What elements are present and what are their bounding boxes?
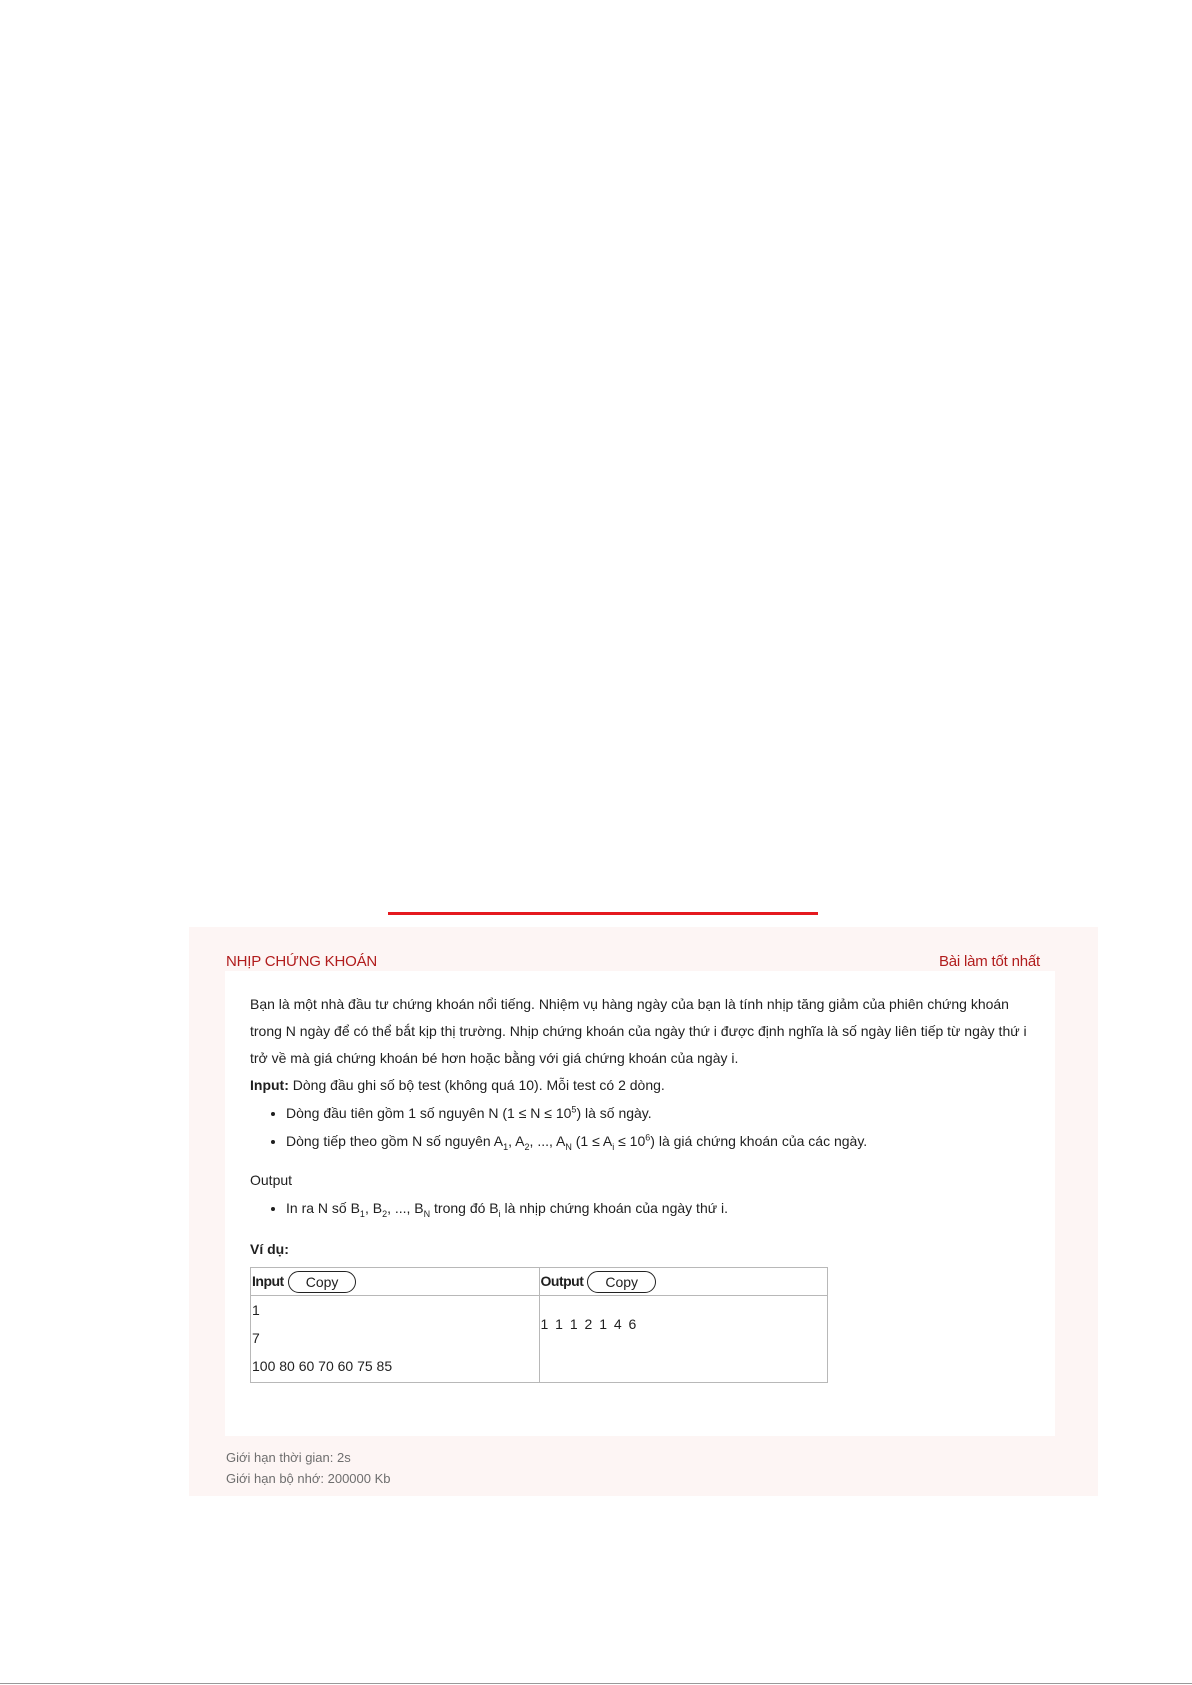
limits	[226, 1447, 391, 1489]
input-text: Dòng đầu ghi số bộ test (không quá 10). Mỗi test có 2 dòng.	[288, 1077, 665, 1093]
example-input-line: 1	[252, 1302, 260, 1318]
superscript: 6	[645, 1132, 651, 1143]
red-divider	[388, 912, 818, 915]
best-submission-link[interactable]: Bài làm tốt nhất	[938, 953, 1040, 970]
table-row	[251, 1296, 828, 1383]
output-header: Output	[540, 1273, 584, 1289]
input-spec	[250, 1072, 1035, 1099]
copy-input-button[interactable]: Copy	[288, 1271, 357, 1293]
example-input-line: 7	[252, 1330, 260, 1346]
output-label: Output	[250, 1172, 293, 1188]
text-segment: ) là số ngày.	[576, 1105, 652, 1121]
memory-limit: Giới hạn bộ nhớ: 200000 Kb	[226, 1471, 391, 1486]
list-item	[286, 1099, 1035, 1127]
input-header: Input	[252, 1273, 284, 1289]
output-header-cell	[539, 1268, 828, 1296]
subscript: N	[423, 1208, 431, 1219]
problem-title: NHỊP CHỨNG KHOÁN	[226, 953, 378, 970]
subscript: 1	[359, 1208, 365, 1219]
example-output-cell	[539, 1296, 828, 1383]
problem-content	[250, 991, 1035, 1383]
input-bullets	[250, 1099, 1035, 1155]
text-segment: Dòng tiếp theo gồm N số nguyên A	[286, 1133, 504, 1149]
text-segment: (1 ≤ A	[571, 1133, 613, 1149]
page-bottom-border	[0, 1683, 1192, 1684]
text-segment: Dòng đầu tiên gồm 1 số nguyên N (1 ≤ N ≤ 10	[286, 1105, 572, 1121]
text-segment: , A	[508, 1133, 525, 1149]
superscript: 5	[571, 1104, 577, 1115]
output-bullets	[250, 1194, 1035, 1222]
example-input-line: 100 80 60 70 60 75 85	[252, 1358, 393, 1374]
text-segment: , ..., B	[387, 1200, 424, 1216]
list-item	[286, 1194, 1035, 1222]
text-segment: ) là giá chứng khoán của các ngày.	[650, 1133, 868, 1149]
text-segment: là nhịp chứng khoán của ngày thứ i.	[500, 1200, 728, 1216]
list-item	[286, 1127, 1035, 1155]
problem-panel	[189, 927, 1098, 1496]
text-segment: , ..., A	[529, 1133, 566, 1149]
problem-card	[225, 971, 1055, 1436]
text-segment: ≤ 10	[614, 1133, 646, 1149]
example-output-value: 1 1 1 2 1 4 6	[540, 1316, 638, 1332]
problem-header	[226, 953, 1040, 970]
problem-description: Bạn là một nhà đầu tư chứng khoán nổi tiếng. Nhiệm vụ hàng ngày của bạn là tính nhịp tăng giảm của phiên chứng khoán trong N ngày để có thể bắt kịp thị trường. Nhịp chứng khoán của ngày thứ i được định nghĩa là số ngày liên tiếp từ ngày thứ i trở về mà giá chứng khoán bé hơn hoặc bằng với giá chứng khoán của ngày i.	[250, 996, 1027, 1066]
time-limit: Giới hạn thời gian: 2s	[226, 1450, 351, 1465]
example-table	[250, 1267, 828, 1383]
subscript: i	[498, 1208, 501, 1219]
subscript: 1	[503, 1141, 509, 1152]
subscript: N	[565, 1141, 572, 1152]
subscript: i	[612, 1141, 615, 1152]
subscript: 2	[382, 1208, 388, 1219]
text-segment: , B	[364, 1200, 383, 1216]
text-segment: trong đó B	[430, 1200, 499, 1216]
input-header-cell	[251, 1268, 540, 1296]
table-row	[251, 1268, 828, 1296]
input-label: Input:	[250, 1077, 289, 1093]
example-label: Ví dụ:	[250, 1241, 289, 1257]
example-input-cell	[251, 1296, 540, 1383]
text-segment: In ra N số B	[286, 1200, 360, 1216]
subscript: 2	[524, 1141, 530, 1152]
copy-output-button[interactable]: Copy	[587, 1271, 656, 1293]
